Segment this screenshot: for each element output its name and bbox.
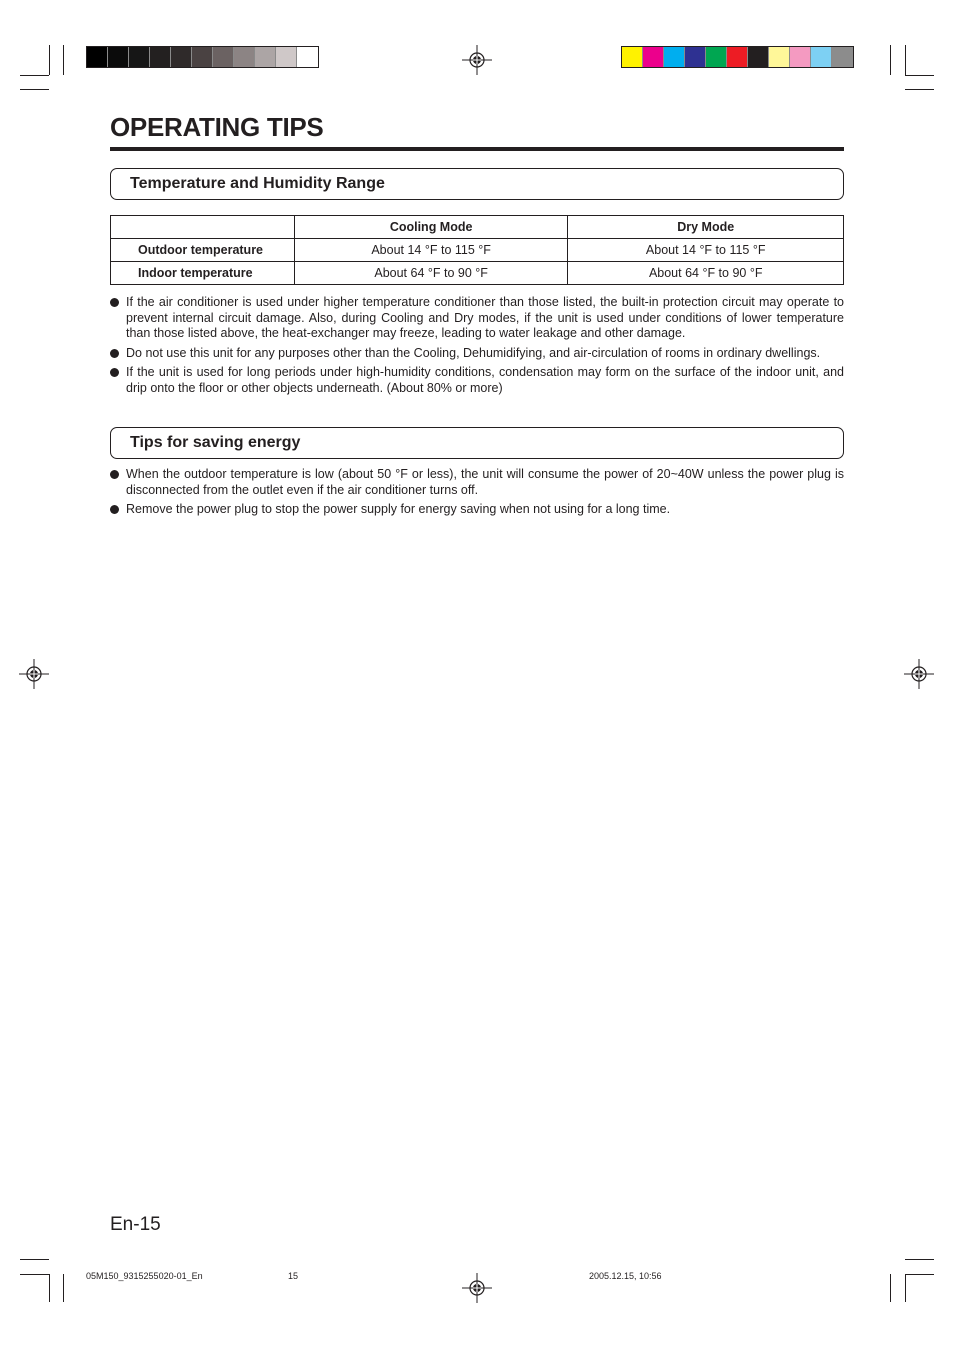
table-corner-cell (111, 216, 295, 239)
crop-mark (49, 1274, 50, 1302)
crop-mark (890, 1274, 891, 1302)
row-header-outdoor: Outdoor temperature (111, 239, 295, 262)
bullet-icon (110, 505, 119, 514)
color-swatch (192, 47, 213, 67)
crop-mark (905, 1259, 934, 1260)
color-swatch (790, 47, 811, 67)
list-item-text: If the unit is used for long periods under high-humidity conditions, condensation may form on the surface of the indoor unit, and drip onto the floor or other objects underneath. (About 80% or more) (126, 365, 844, 395)
energy-tips-list (110, 467, 844, 522)
bullet-icon (110, 298, 119, 307)
crop-mark (20, 1259, 49, 1260)
list-item (110, 467, 844, 498)
crop-mark (905, 45, 906, 75)
list-item (110, 502, 844, 518)
table-cell: About 64 °F to 90 °F (568, 262, 844, 285)
table-cell: About 14 °F to 115 °F (294, 239, 568, 262)
color-swatch (748, 47, 769, 67)
footer-datetime: 2005.12.15, 10:56 (589, 1271, 662, 1281)
color-swatch (213, 47, 234, 67)
crop-mark (63, 1274, 64, 1302)
crop-mark (20, 89, 49, 90)
color-bar (621, 46, 854, 68)
color-swatch (811, 47, 832, 67)
crop-mark (905, 89, 934, 90)
color-swatch (643, 47, 664, 67)
registration-mark-icon (904, 659, 934, 689)
table-cell: About 14 °F to 115 °F (568, 239, 844, 262)
crop-mark (20, 1274, 49, 1275)
color-swatch (832, 47, 853, 67)
color-swatch (150, 47, 171, 67)
crop-mark (905, 1274, 906, 1302)
crop-mark (49, 45, 50, 75)
section-header-temperature (110, 168, 844, 200)
section-header-energy (110, 427, 844, 459)
row-header-indoor: Indoor temperature (111, 262, 295, 285)
page-title: OPERATING TIPS (110, 112, 844, 151)
crop-mark (63, 45, 64, 75)
color-swatch (727, 47, 748, 67)
list-item-text: When the outdoor temperature is low (about 50 °F or less), the unit will consume the power of 20~40W unless the power plug is disconnected from the outlet even if the air conditioner turns off. (126, 467, 844, 497)
color-swatch (706, 47, 727, 67)
color-swatch (234, 47, 255, 67)
color-swatch (129, 47, 150, 67)
list-item (110, 295, 844, 342)
color-swatch (769, 47, 790, 67)
color-swatch (622, 47, 643, 67)
color-swatch (255, 47, 276, 67)
temperature-range-table (110, 215, 844, 285)
color-swatch (171, 47, 192, 67)
bullet-icon (110, 368, 119, 377)
crop-mark (20, 75, 49, 76)
color-swatch (276, 47, 297, 67)
footer-filename: 05M150_9315255020-01_En (86, 1271, 203, 1281)
temperature-notes-list (110, 295, 844, 400)
color-swatch (87, 47, 108, 67)
table-header-row (111, 216, 844, 239)
column-header-dry: Dry Mode (568, 216, 844, 239)
registration-mark-icon (462, 1273, 492, 1303)
registration-mark-icon (462, 45, 492, 75)
list-item-text: Do not use this unit for any purposes other than the Cooling, Dehumidifying, and air-circulation of rooms in ordinary dwellings. (126, 345, 821, 360)
section-heading: Tips for saving energy (130, 434, 301, 451)
color-swatch (685, 47, 706, 67)
list-item (110, 365, 844, 396)
crop-mark (905, 1274, 934, 1275)
crop-mark (890, 45, 891, 75)
bullet-icon (110, 349, 119, 358)
registration-mark-icon (19, 659, 49, 689)
crop-mark (905, 75, 934, 76)
table-cell: About 64 °F to 90 °F (294, 262, 568, 285)
color-swatch (297, 47, 318, 67)
color-swatch (664, 47, 685, 67)
color-swatch (108, 47, 129, 67)
section-heading: Temperature and Humidity Range (130, 175, 385, 192)
page-number: En-15 (110, 1214, 161, 1235)
footer-page: 15 (288, 1271, 299, 1281)
list-item (110, 346, 844, 362)
table-row (111, 262, 844, 285)
column-header-cooling: Cooling Mode (294, 216, 568, 239)
table-row (111, 239, 844, 262)
bullet-icon (110, 470, 119, 479)
gray-scale-bar (86, 46, 319, 68)
list-item-text: If the air conditioner is used under higher temperature conditioner than those listed, the built-in protection circuit may operate to prevent internal circuit damage. Also, during Cooling and Dry modes, if the unit is used under conditions of lower temperature than those listed above, the heat-exchanger may freeze, leading to water leakage and other damage. (126, 295, 844, 340)
list-item-text: Remove the power plug to stop the power supply for energy saving when not using for a long time. (126, 502, 671, 516)
